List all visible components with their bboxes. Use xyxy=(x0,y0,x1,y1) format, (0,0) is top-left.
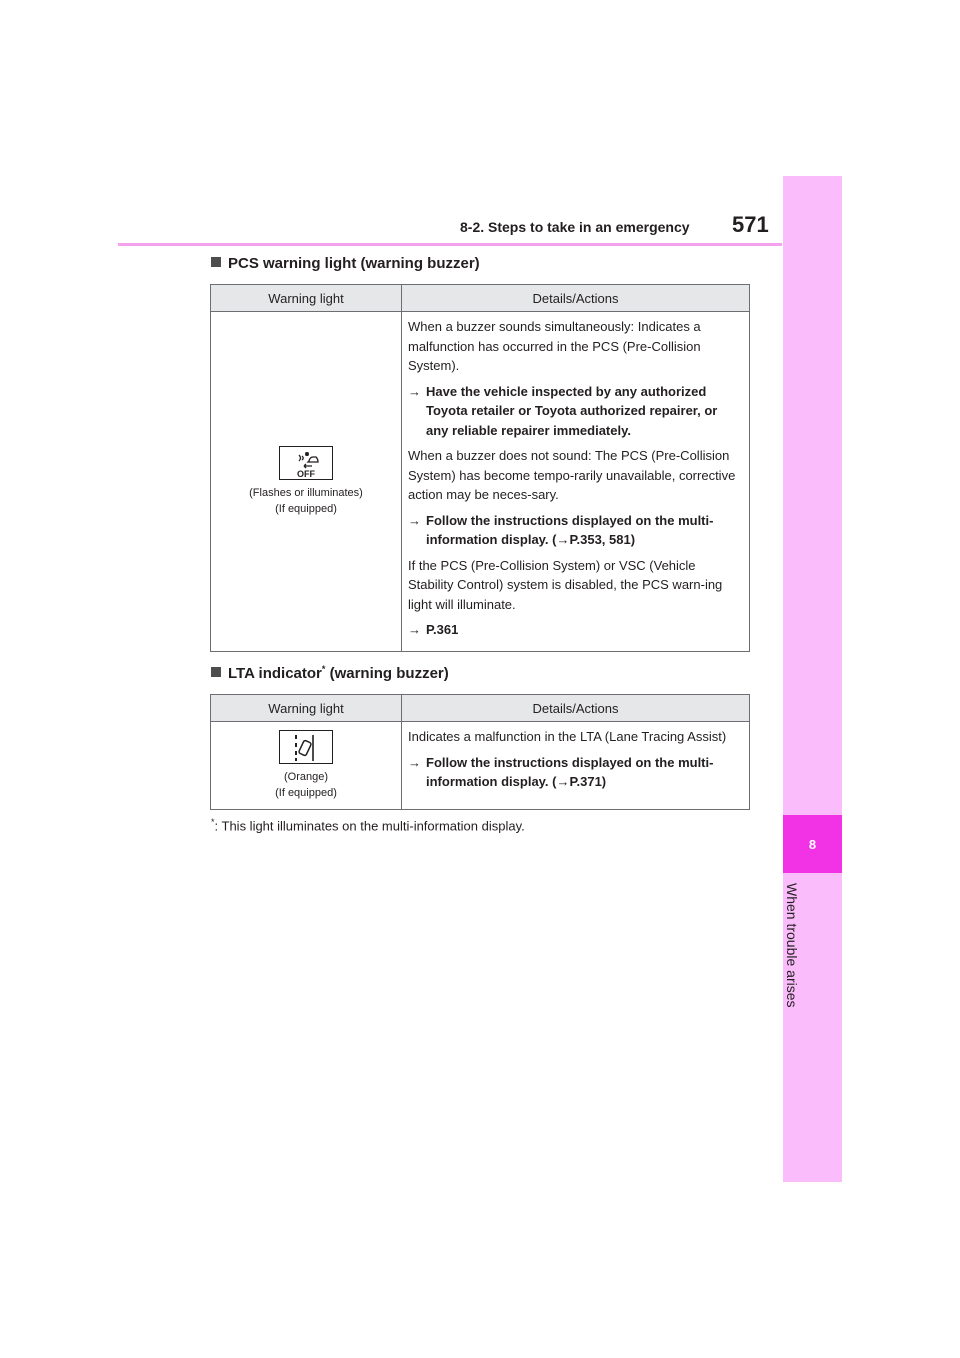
paragraph: If the PCS (Pre-Collision System) or VSC (Vehicle Stability Control) system is disabled, the PCS warn-ing light will illuminate. xyxy=(408,557,723,612)
page-number: 571 xyxy=(732,212,769,237)
paragraph: When a buzzer sounds simultaneously: Indicates a malfunction has occurred in the PCS (Pre-Collision System). xyxy=(408,319,701,373)
icon-note: (Flashes or illuminates) xyxy=(249,487,363,499)
square-bullet-icon xyxy=(211,257,221,267)
chapter-side-tab xyxy=(783,176,842,1182)
action-text xyxy=(426,511,743,550)
col-warning-light: Warning light xyxy=(211,285,402,312)
action-item xyxy=(408,511,743,550)
pcs-table xyxy=(210,284,750,652)
icon-equipped: (If equipped) xyxy=(275,503,337,515)
chapter-number: 8 xyxy=(808,836,817,852)
lta-heading xyxy=(211,664,449,682)
warning-light-cell xyxy=(211,722,402,810)
pcs-off-icon xyxy=(279,446,333,480)
page-reference: P.353, 581) xyxy=(569,532,636,547)
action-item xyxy=(408,382,743,441)
col-details-actions: Details/Actions xyxy=(402,695,750,722)
chapter-title: When trouble arises xyxy=(784,883,800,1008)
arrow-icon: → xyxy=(556,774,570,789)
arrow-icon: → xyxy=(556,532,570,547)
table-header-row xyxy=(211,285,750,312)
table-row xyxy=(211,722,750,810)
details-cell xyxy=(402,312,750,652)
lta-table xyxy=(210,694,750,810)
details-cell xyxy=(402,722,750,810)
pcs-heading-text: PCS warning light (warning buzzer) xyxy=(228,255,480,272)
action-item xyxy=(408,753,743,792)
section-title: 8-2. Steps to take in an emergency xyxy=(460,219,690,235)
footnote xyxy=(211,817,525,833)
action-text: Have the vehicle inspected by any authorized Toyota retailer or Toyota authorized repairer, or any reliable repairer immediately. xyxy=(426,383,718,438)
chapter-number-badge xyxy=(783,815,842,873)
action-prefix: Follow the instructions displayed on the multi-information display. ( xyxy=(426,512,714,547)
lta-heading-text: LTA indicator xyxy=(228,665,322,682)
square-bullet-icon xyxy=(211,667,221,677)
action-item xyxy=(408,620,743,640)
paragraph: When a buzzer does not sound: The PCS (Pre-Collision System) has become tempo-rarily unavailable, corrective action may be neces-sary. xyxy=(408,448,736,502)
page-reference: P.371) xyxy=(569,774,607,789)
arrow-icon: → xyxy=(408,622,421,637)
icon-equipped: (If equipped) xyxy=(275,787,337,799)
header-rule xyxy=(118,243,782,246)
svg-text:OFF: OFF xyxy=(297,469,315,479)
icon-note: (Orange) xyxy=(283,771,329,783)
warning-light-cell xyxy=(211,312,402,652)
lta-lane-icon xyxy=(279,730,333,764)
arrow-icon: → xyxy=(408,754,421,770)
lta-heading-suffix: (warning buzzer) xyxy=(325,665,449,682)
col-warning-light: Warning light xyxy=(211,695,402,722)
col-details-actions: Details/Actions xyxy=(402,285,750,312)
arrow-icon: → xyxy=(408,383,421,399)
page-reference: P.361 xyxy=(426,622,459,637)
table-header-row xyxy=(211,695,750,722)
paragraph: Indicates a malfunction in the LTA (Lane Tracing Assist) xyxy=(408,729,727,744)
footnote-mark: * xyxy=(211,817,215,827)
footnote-text: : This light illuminates on the multi-information display. xyxy=(214,818,525,834)
arrow-icon: → xyxy=(408,512,421,528)
pcs-heading xyxy=(211,255,480,272)
table-row xyxy=(211,312,750,652)
action-text xyxy=(426,753,743,792)
action-prefix: Follow the instructions displayed on the multi-information display. ( xyxy=(426,754,714,789)
footnote-mark: * xyxy=(321,664,326,674)
